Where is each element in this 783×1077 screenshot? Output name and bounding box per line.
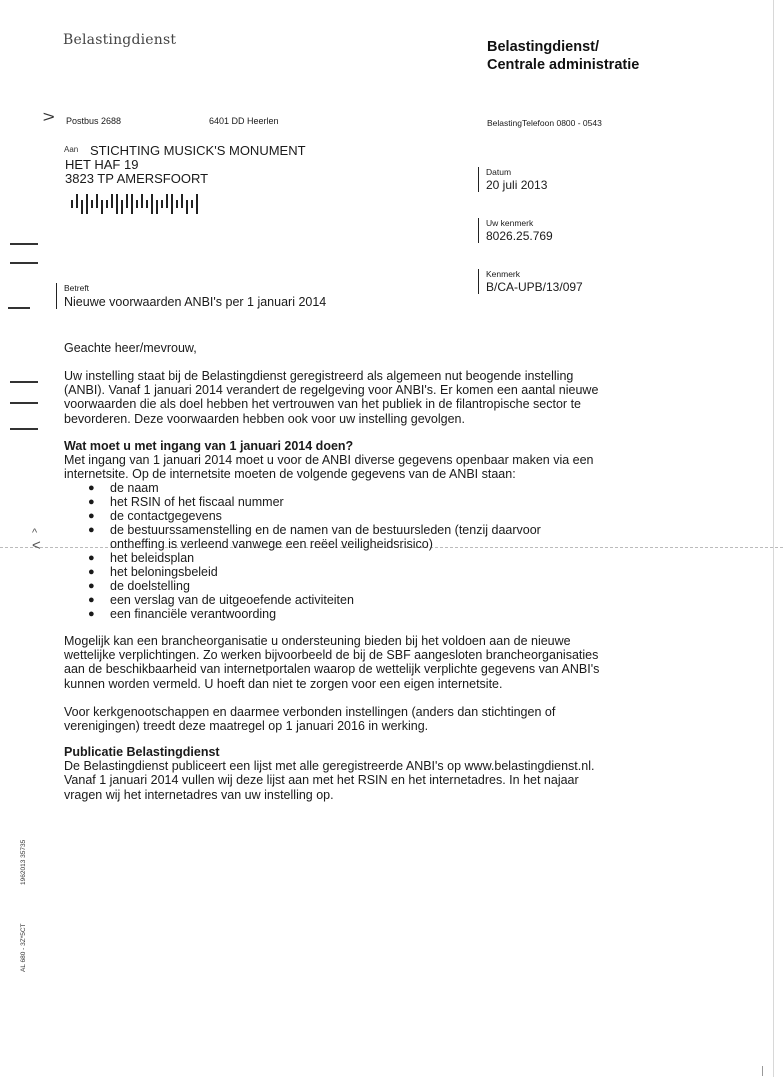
section-heading: Wat moet u met ingang van 1 januari 2014 doen?: [64, 439, 354, 453]
sender-postbus: Postbus 2688: [66, 116, 122, 126]
recipient-label: Aan: [64, 145, 79, 154]
scan-tick: [762, 1066, 763, 1076]
reference-block: [478, 269, 583, 294]
date-block: [478, 167, 547, 192]
text-line: internetsite. Op de internetsite moeten de volgende gegevens van de ANBI staan:: [64, 467, 516, 482]
date-label: Datum: [486, 167, 512, 177]
text-line: Vanaf 1 januari 2014 vullen wij deze lijst aan met het RSIN en het internetadres. In het najaar: [64, 773, 579, 788]
your-reference-block: [478, 218, 553, 243]
side-code-2: AL 680 - 3Z*5CT: [20, 923, 27, 972]
text-line: Met ingang van 1 januari 2014 moet u voor de ANBI diverse gegevens openbaar maken via een: [64, 453, 594, 468]
text-line: De Belastingdienst publiceert een lijst met alle geregistreerde ANBI's op www.belastingdienst.nl.: [64, 759, 595, 774]
list-item: ● het RSIN of het fiscaal nummer: [88, 495, 284, 509]
recipient-line-1: STICHTING MUSICK'S MONUMENT: [90, 143, 306, 158]
your-reference-value: 8026.25.769: [486, 229, 553, 243]
your-reference-label: Uw kenmerk: [486, 218, 534, 228]
reference-value: B/CA-UPB/13/097: [486, 280, 583, 294]
recipient-line-2: HET HAF 19: [65, 157, 139, 172]
chevron-right-icon: >: [42, 109, 55, 126]
list-item: ● de naam: [88, 481, 159, 495]
postal-barcode: [71, 192, 201, 214]
subject-block: [56, 283, 326, 309]
margin-mark: [10, 381, 38, 383]
text-line: aan de beschikbaarheid van internetportalen waarop de wettelijk verplichte gegevens van ANBI's: [64, 662, 600, 677]
belastingdienst-logo: Belastingdienst: [63, 32, 177, 48]
list-item: ● een financiële verantwoording: [88, 607, 277, 621]
recipient-line-3: 3823 TP AMERSFOORT: [65, 171, 209, 186]
text-line: Uw instelling staat bij de Belastingdienst geregistreerd als algemeen nut beogende instelling: [64, 369, 574, 383]
reference-label: Kenmerk: [486, 269, 521, 279]
text-line: (ANBI). Vanaf 1 januari 2014 verandert de regelgeving voor ANBI's. Er komen een aantal nieuwe: [64, 383, 599, 398]
side-code-1: 1962013 35735: [20, 839, 27, 885]
fold-tick-icon: ^: [32, 527, 38, 539]
text-line: wettelijke verplichtingen. Zo werken bijvoorbeeld de bij de SBF aangesloten brancheorganisaties: [64, 648, 599, 663]
subject-value: Nieuwe voorwaarden ANBI's per 1 januari 2014: [64, 295, 327, 309]
org-line-2: Centrale administratie: [487, 57, 640, 73]
paragraph-kerkgenootschappen: [64, 705, 624, 733]
margin-mark: [10, 243, 38, 245]
text-line: kunnen worden vermeld. U hoeft dan niet te zorgen voor een eigen internetsite.: [64, 676, 503, 691]
section-heading: Publicatie Belastingdienst: [64, 745, 220, 759]
text-line: Mogelijk kan een brancheorganisatie u ondersteuning bieden bij het voldoen aan de nieuwe: [64, 634, 571, 648]
margin-mark: [10, 262, 38, 264]
subject-label: Betreft: [64, 283, 90, 293]
org-line-1: Belastingdienst/: [487, 39, 599, 55]
text-line: verenigingen) treedt deze maatregel op 1 januari 2016 in werking.: [64, 719, 429, 734]
scan-edge: [773, 0, 774, 1077]
salutation: [64, 341, 624, 355]
salutation-text: Geachte heer/mevrouw,: [64, 341, 197, 355]
sender-phone: BelastingTelefoon 0800 - 0543: [487, 118, 602, 128]
list-item: ● een verslag van de uitgeoefende activiteiten: [88, 593, 354, 607]
text-line: Voor kerkgenootschappen en daarmee verbonden instellingen (anders dan stichtingen of: [64, 705, 556, 719]
date-value: 20 juli 2013: [486, 178, 548, 192]
list-item: ● het beleidsplan: [88, 551, 195, 565]
paragraph-intro: [64, 369, 624, 426]
text-line: bevorderen. Deze voorwaarden hebben ook voor uw instelling gevolgen.: [64, 411, 465, 426]
paragraph-brancheorganisatie: [64, 634, 624, 691]
text-line: voorwaarden die als doel hebben het vertrouwen van het publiek in de filantropische sector te: [64, 397, 581, 412]
list-item: ● het beloningsbeleid: [88, 565, 218, 579]
margin-mark: [8, 307, 30, 309]
list-item: ● de contactgegevens: [88, 509, 222, 523]
section-requirements: [64, 439, 624, 482]
requirements-list: [88, 481, 541, 621]
text-line: vragen wij het internetadres van uw instelling op.: [64, 787, 334, 802]
chevron-left-icon: <: [32, 537, 41, 554]
organization-name: [487, 38, 639, 74]
margin-mark: [10, 428, 38, 430]
section-publicatie: [64, 745, 624, 802]
list-item: ● de bestuurssamenstelling en de namen van de bestuursleden (tenzij daarvoor: [88, 523, 541, 537]
list-item: ● de doelstelling: [88, 579, 190, 593]
sender-postcode-city: 6401 DD Heerlen: [209, 116, 279, 126]
list-item-continuation: ontheffing is verleend vanwege een reëel veiligheidsrisico): [110, 537, 433, 551]
margin-mark: [10, 402, 38, 404]
